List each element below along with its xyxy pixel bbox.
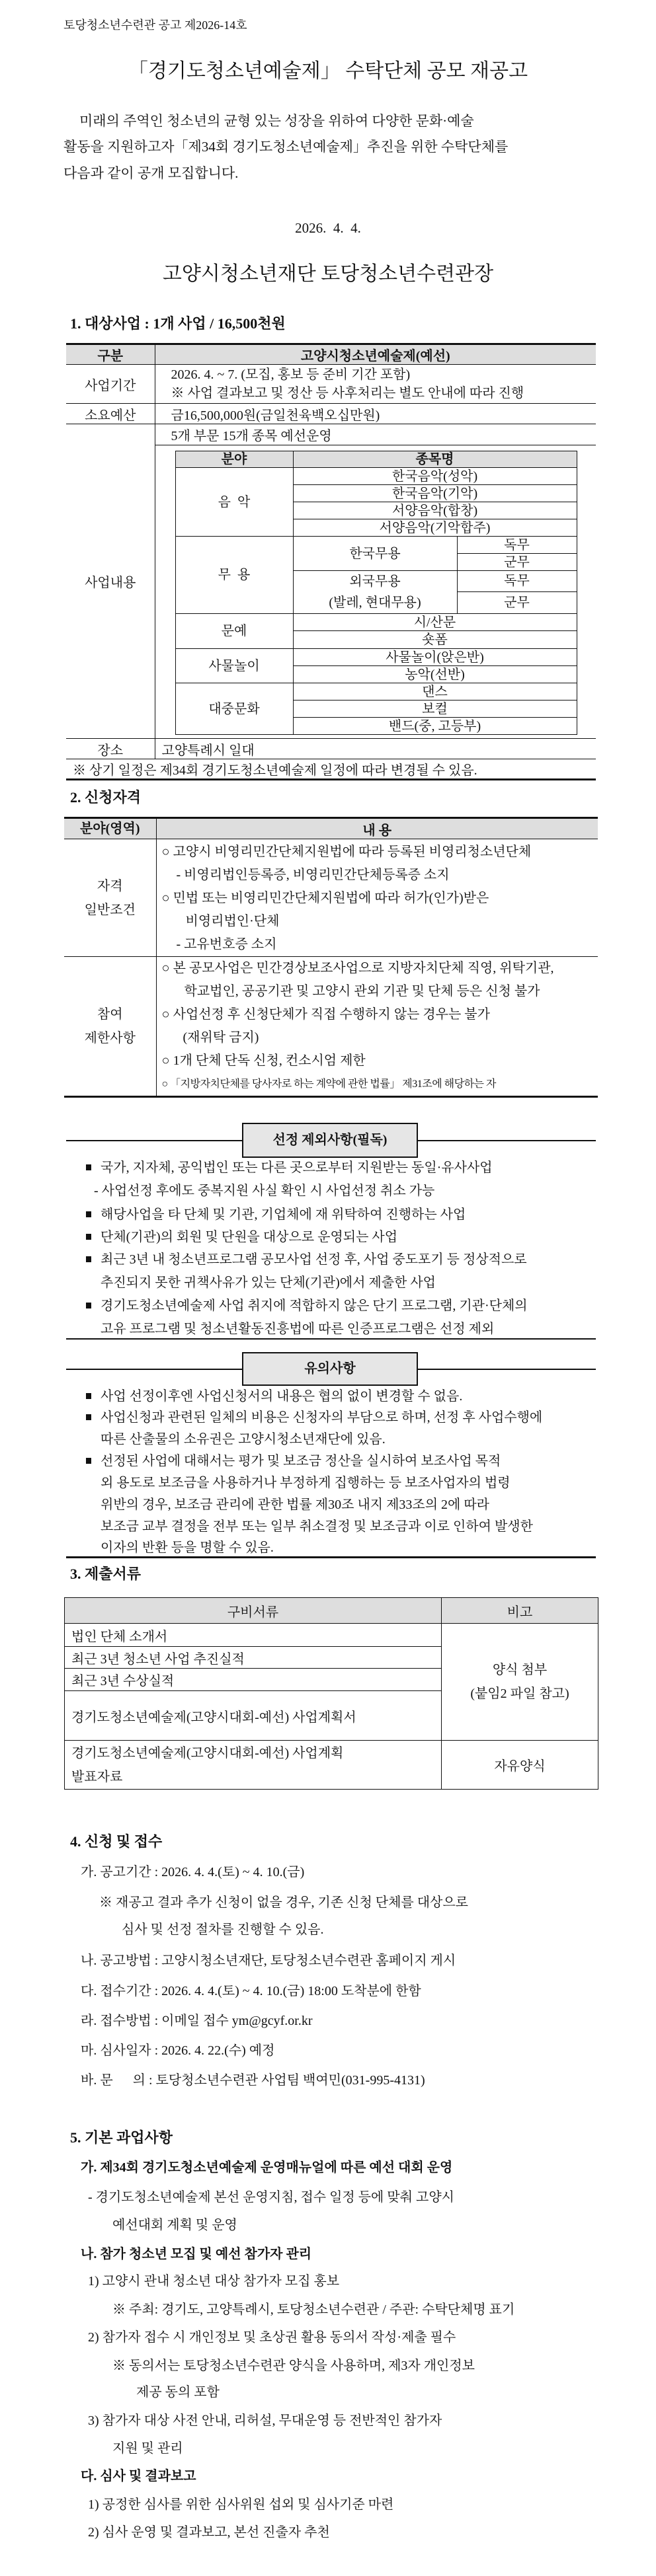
task-item: 2) 심사 운영 및 결과보고, 본선 진출자 추천 [88,2525,330,2540]
notice-date: 2026. 4. 4. [295,220,361,236]
place-value: 고양특례시 일대 [155,739,596,759]
bullet-square-icon [86,1256,91,1262]
application-item: 나. 공고방법 : 고양시청소년재단, 토당청소년수련관 홈페이지 게시 [81,1953,456,1968]
col-header: 내 용 [156,818,598,839]
exclusion-item [86,1251,527,1268]
cautions-title-box: 유의사항 [242,1352,418,1386]
exclusions-title-box: 선정 제외사항(필독) [242,1123,418,1158]
item-text: 단체(기관)의 회원 및 단원을 대상으로 운영되는 사업 [101,1230,398,1244]
col-header: 분야(영역) [64,818,156,839]
bullet-square-icon [86,1303,91,1308]
note-line: 양식 첨부 [492,1663,548,1677]
content-summary: 5개 부문 15개 종목 예선운영 [155,424,596,445]
event [293,571,457,614]
field-samul: 사물놀이 [175,649,293,683]
restriction-item: ○ 사업선정 후 신청단체가 직접 수행하지 않는 경우는 불가 [161,1007,490,1022]
eligibility-table [64,817,598,1098]
field-literature: 문예 [175,614,293,649]
exclusion-item [86,1229,397,1246]
restriction-continuation: 학교법인, 공공기관 및 고양시 관외 기관 및 단체 등은 신청 불가 [184,984,540,999]
row-label: 장소 [66,739,155,759]
application-item: 가. 공고기간 : 2026. 4. 4.(토) ~ 4. 10.(금) [81,1865,305,1879]
task-item: 2) 참가자 접수 시 개인정보 및 초상권 활용 동의서 작성·제출 필수 [88,2330,456,2345]
event: 서양음악(기악합주) [293,519,577,537]
label-line: 제한사항 [84,1031,136,1045]
task-continuation: 예선대회 계획 및 운영 [112,2218,237,2232]
notice-number: 토당청소년수련관 공고 제2026-14호 [63,19,247,32]
label-line: 일반조건 [84,902,136,917]
document-item: 법인 단체 소개서 [65,1624,442,1647]
document-item: 최근 3년 수상실적 [65,1669,442,1691]
item-text: 국가, 지자체, 공익법인 또는 다른 곳으로부터 지원받는 동일·유사사업 [101,1160,493,1175]
application-note-continuation: 심사 및 선정 절차를 진행할 수 있음. [122,1922,324,1937]
bullet-square-icon [86,1458,91,1464]
task-subitem: - 경기도청소년예술제 본선 운영지침, 접수 일정 등에 맞춰 고양시 [88,2190,454,2205]
period-text: 2026. 4. ~ 7. (모집, 홍보 등 준비 기간 포함) [171,367,411,382]
item-text: 사업신청과 관련된 일체의 비용은 신청자의 부담으로 하며, 선정 후 사업수행에 [101,1410,543,1425]
caution-item [86,1409,542,1426]
event-sub: 독무 [457,571,577,592]
task-heading: 다. 심사 및 결과보고 [81,2469,196,2483]
exclusion-continuation: 고유 프로그램 및 청소년활동진흥법에 따른 인증프로그램은 선정 제외 [101,1322,495,1336]
event: 서양음악(합창) [293,502,577,519]
col-header: 고양시청소년예술제(예선) [155,344,596,365]
restrictions [156,957,598,1097]
exclusion-item [86,1206,466,1223]
event-line: 외국무용 [349,574,401,589]
event: 한국음악(성악) [293,468,577,485]
event: 보컬 [293,701,577,718]
event-sub: 독무 [457,537,577,554]
col-header: 구분 [66,344,155,365]
event: 농악(선반) [293,666,577,683]
row-label: 소요예산 [66,404,155,424]
exclusion-item [86,1297,528,1314]
row-label-restrictions [64,957,156,1097]
application-item [81,2012,313,2029]
documents-table [64,1597,598,1790]
bullet-square-icon [86,1414,91,1420]
document-item [65,1741,442,1790]
application-item: 다. 접수기간 : 2026. 4. 4.(토) ~ 4. 10.(금) 18:00 도착분에 한함 [81,1984,421,1998]
event: 한국음악(기악) [293,485,577,502]
section2-heading: 2. 신청자격 [70,789,142,806]
condition-item: ○ 민법 또는 비영리민간단체지원법에 따라 허가(인가)받은 [161,891,489,905]
col-header: 종목명 [293,451,577,468]
col-header: 비고 [442,1598,598,1624]
item-text: 사업 선정이후엔 사업신청서의 내용은 협의 없이 변경할 수 없음. [101,1389,463,1404]
field-music: 음 악 [175,468,293,537]
row-label: 사업내용 [66,424,155,739]
task-heading: 가. 제34회 경기도청소년예술제 운영매뉴얼에 따른 예선 대회 운영 [81,2160,453,2175]
schedule-note: ※ 상기 일정은 제34회 경기도청소년예술제 일정에 따라 변경될 수 있음. [66,759,596,780]
event: 시/산문 [293,614,577,631]
item-text: 해당사업을 타 단체 및 기관, 기업체에 재 위탁하여 진행하는 사업 [101,1207,466,1222]
page-title: 「경기도청소년예술제」 수탁단체 공모 재공고 [128,60,528,82]
item-text: 최근 3년 내 청소년프로그램 공모사업 선정 후, 사업 중도포기 등 정상적으로 [101,1252,527,1267]
task-note: ※ 동의서는 토당청소년수련관 양식을 사용하며, 제3자 개인정보 [112,2359,475,2373]
caution-item [86,1453,501,1470]
condition-subitem: - 비영리법인등록증, 비영리민간단체등록증 소지 [176,868,450,882]
task-note-continuation: 제공 동의 포함 [136,2385,220,2400]
restriction-item: ○ 1개 단체 단독 신청, 컨소시엄 제한 [161,1053,366,1068]
budget-value: 금16,500,000원(금일천육백오십만원) [155,404,596,424]
event: 한국무용 [293,537,457,571]
item-text: 경기도청소년예술제 사업 취지에 적합하지 않은 단기 프로그램, 기관·단체의 [101,1299,528,1313]
item-text: 선정된 사업에 대해서는 평가 및 보조금 정산을 실시하여 보조사업 목적 [101,1454,501,1468]
field-dance: 무 용 [175,537,293,614]
intro-line: 미래의 주역인 청소년의 균형 있는 성장을 위하여 다양한 문화·예술 [79,113,474,129]
note-line: (붙임2 파일 참고) [470,1686,569,1701]
col-header: 분야 [175,451,293,468]
event: 밴드(중, 고등부) [293,718,577,735]
bullet-square-icon [86,1234,91,1240]
categories-cell [155,445,596,739]
application-item: 마. 심사일자 : 2026. 4. 22.(수) 예정 [81,2043,275,2058]
row-label: 사업기간 [66,365,155,404]
exclusion-subitem: - 사업선정 후에도 중복지원 사실 확인 시 사업선정 취소 가능 [94,1184,435,1198]
restriction-item: ○ 본 공모사업은 민간경상보조사업으로 지방자치단체 직영, 위탁기관, [161,961,554,975]
task-note: ※ 주최: 경기도, 고양특례시, 토당청소년수련관 / 주관: 수탁단체명 표기 [112,2302,515,2317]
label-line: 참여 [97,1007,123,1022]
restriction-item: ○ 「지방자치단체를 당사자로 하는 계약에 관한 법률」 제31조에 해당하는 자 [161,1079,496,1090]
event-sub: 군무 [457,554,577,571]
attached-form-note [442,1624,598,1741]
caution-continuation: 보조금 교부 결정을 전부 또는 일부 취소결정 및 보조금과 이로 인하여 발생한 [101,1519,533,1534]
intro-line: 다음과 같이 공개 모집합니다. [63,165,239,181]
target-project-table [66,343,596,780]
section4-heading: 4. 신청 및 접수 [70,1833,163,1850]
bullet-square-icon [86,1164,91,1170]
document-item: 최근 3년 청소년 사업 추진실적 [65,1647,442,1669]
issuer: 고양시청소년재단 토당청소년수련관장 [162,263,494,285]
exclusion-continuation: 추진되지 못한 귀책사유가 있는 단체(기관)에서 제출한 사업 [101,1275,436,1290]
doc-line: 경기도청소년예술제(고양시대회-예선) 사업계획 [71,1745,344,1761]
event-sub: 군무 [457,591,577,613]
event: 댄스 [293,683,577,701]
field-popular: 대중문화 [175,683,293,735]
task-continuation: 지원 및 관리 [112,2441,183,2456]
bullet-square-icon [86,1211,91,1217]
caution-continuation: 외 용도로 보조금을 사용하거나 부정하게 집행하는 등 보조사업자의 법령 [101,1476,511,1490]
row-label-general [64,839,156,957]
event: 숏폼 [293,631,577,649]
exclusion-item [86,1159,493,1176]
caution-item [86,1388,462,1405]
period-note: ※ 사업 결과보고 및 정산 등 사후처리는 별도 안내에 따라 진행 [171,386,524,400]
caution-continuation: 이자의 반환 등을 명할 수 있음. [101,1540,274,1555]
categories-table [175,451,577,735]
caution-continuation: 따른 산출물의 소유권은 고양시청소년재단에 있음. [101,1432,386,1447]
task-heading: 나. 참가 청소년 모집 및 예선 참가자 관리 [81,2247,312,2261]
section1-heading: 1. 대상사업 : 1개 사업 / 16,500천원 [70,315,286,332]
label-line: 자격 [97,878,123,893]
document-item: 경기도청소년예술제(고양시대회-예선) 사업계획서 [65,1691,442,1741]
task-item: 3) 참가자 대상 사전 안내, 리허설, 무대운영 등 전반적인 참가자 [88,2413,442,2428]
section3-heading: 3. 제출서류 [70,1566,142,1582]
application-item: 바. 문 의 : 토당청소년수련관 사업팀 백여민(031-995-4131) [81,2073,425,2088]
period-cell [155,365,596,404]
application-note: ※ 재공고 결과 추가 신청이 없을 경우, 기존 신청 단체를 대상으로 [99,1895,468,1910]
condition-subitem: - 고유번호증 소지 [176,937,277,952]
event-line: (발레, 현대무용) [329,595,421,610]
intro-line: 활동을 지원하고자「제34회 경기도청소년예술제」추진을 위한 수탁단체를 [63,139,509,155]
task-item: 1) 공정한 심사를 위한 심사위원 섭외 및 심사기준 마련 [88,2497,394,2512]
divider [66,1338,596,1340]
general-conditions [156,839,598,957]
section5-heading: 5. 기본 과업사항 [70,2129,173,2146]
condition-item: ○ 고양시 비영리민간단체지원법에 따라 등록된 비영리청소년단체 [161,845,532,859]
email-line: 라. 접수방법 : 이메일 접수 ym@gcyf.or.kr [81,2014,313,2028]
divider [66,1556,596,1558]
doc-line: 발표자료 [71,1769,123,1784]
restriction-continuation: (재위탁 금지) [183,1030,259,1045]
event: 사물놀이(앉은반) [293,649,577,666]
caution-continuation: 위반의 경우, 보조금 관리에 관한 법률 제30조 내지 제33조의 2에 따라 [101,1497,489,1512]
free-form-note: 자유양식 [442,1741,598,1790]
col-header: 구비서류 [65,1598,442,1624]
task-item: 1) 고양시 관내 청소년 대상 참가자 모집 홍보 [88,2274,340,2289]
condition-continuation: 비영리법인·단체 [185,914,280,928]
bullet-square-icon [86,1393,91,1399]
